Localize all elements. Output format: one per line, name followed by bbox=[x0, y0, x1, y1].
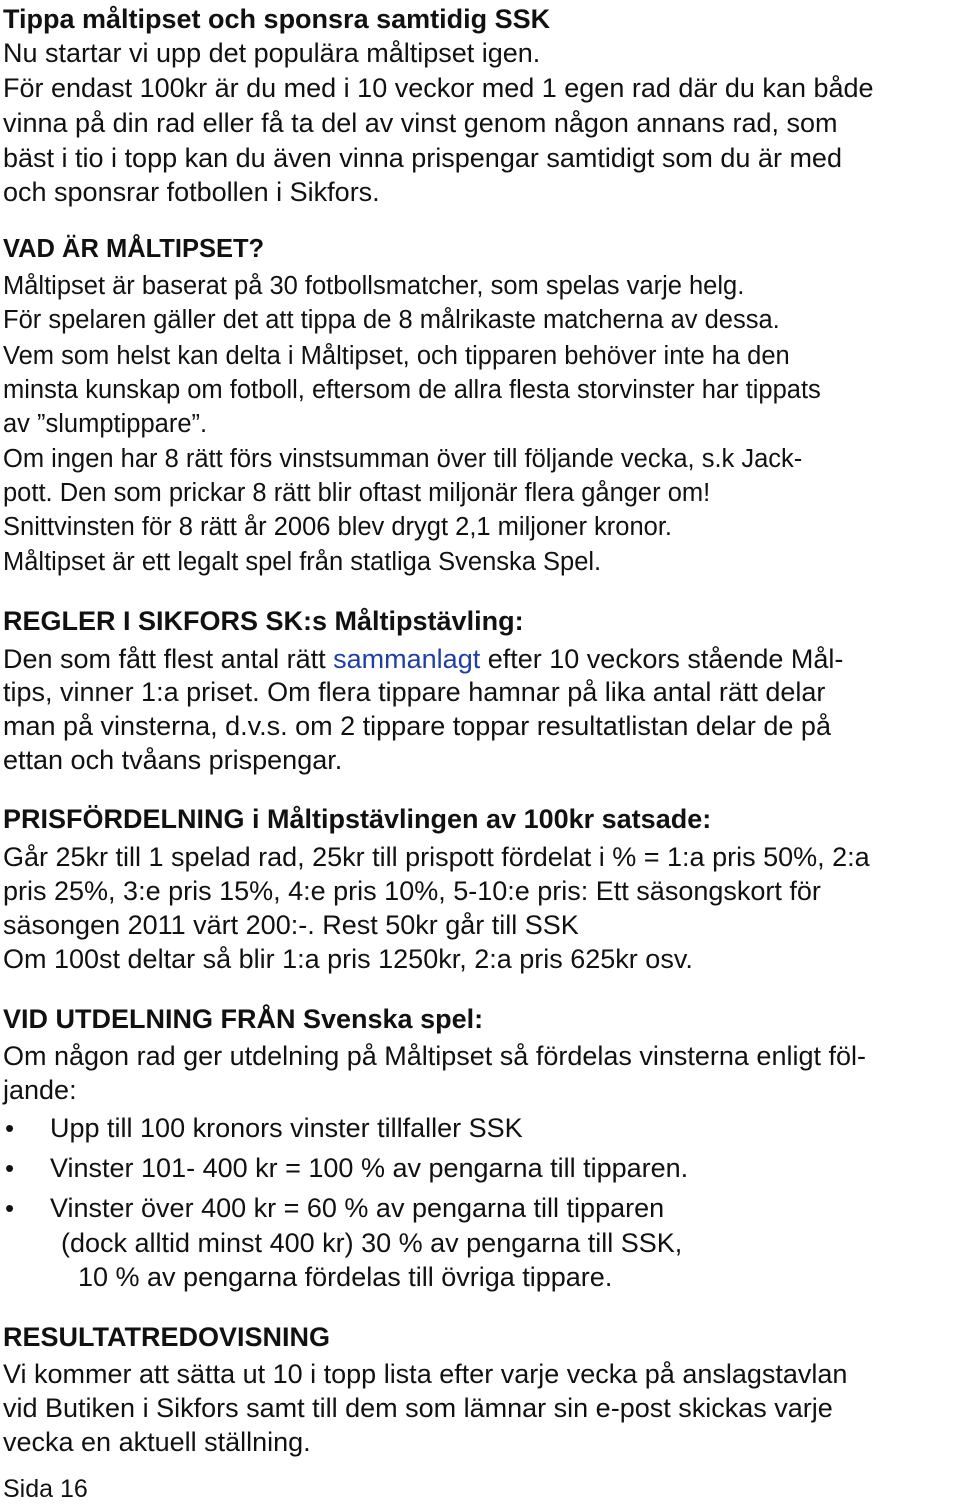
intro-line: bäst i tio i topp kan du även vinna prispengar samtidigt som du är med bbox=[3, 143, 842, 173]
what-line: För spelaren gäller det att tippa de 8 målrikaste matcherna av dessa. bbox=[3, 306, 780, 334]
bullet-item: Upp till 100 kronors vinster tillfaller SSK bbox=[50, 1113, 523, 1143]
results-line: Vi kommer att sätta ut 10 i topp lista efter varje vecka på anslagstavlan bbox=[3, 1359, 848, 1389]
results-line: vecka en aktuell ställning. bbox=[3, 1427, 311, 1457]
what-line: Måltipset är ett legalt spel från statliga Svenska Spel. bbox=[3, 548, 602, 576]
what-line: Måltipset är baserat på 30 fotbollsmatcher, som spelas varje helg. bbox=[3, 272, 745, 300]
what-line: pott. Den som prickar 8 rätt blir oftast miljonär flera gånger om! bbox=[3, 479, 711, 507]
rules-text: efter 10 veckors stående Mål- bbox=[480, 644, 844, 674]
payout-heading: VID UTDELNING FRÅN Svenska spel: bbox=[3, 1004, 484, 1034]
page-number: Sida 16 bbox=[3, 1475, 88, 1503]
intro-line: Nu startar vi upp det populära måltipset igen. bbox=[3, 38, 541, 68]
bullet-dot-icon: • bbox=[5, 1193, 15, 1223]
bullet-dot-icon: • bbox=[5, 1153, 15, 1183]
rules-line bbox=[3, 642, 843, 676]
prizes-line: Går 25kr till 1 spelad rad, 25kr till prispott fördelat i % = 1:a pris 50%, 2:a bbox=[3, 842, 870, 872]
rules-text: Den som fått flest antal rätt bbox=[3, 644, 334, 674]
what-heading: VAD ÄR MÅLTIPSET? bbox=[3, 235, 265, 263]
bullet-continuation: (dock alltid minst 400 kr) 30 % av pengarna till SSK, bbox=[61, 1228, 683, 1258]
what-line: av ”slumptippare”. bbox=[3, 410, 208, 438]
what-line: minsta kunskap om fotboll, eftersom de allra flesta storvinster har tippats bbox=[3, 376, 821, 404]
payout-line: Om någon rad ger utdelning på Måltipset så fördelas vinsterna enligt föl- bbox=[3, 1041, 866, 1071]
prizes-line: pris 25%, 3:e pris 15%, 4:e pris 10%, 5-10:e pris: Ett säsongskort för bbox=[3, 876, 821, 906]
what-line: Snittvinsten för 8 rätt år 2006 blev drygt 2,1 miljoner kronor. bbox=[3, 513, 673, 541]
bullet-item: Vinster över 400 kr = 60 % av pengarna till tipparen bbox=[50, 1193, 665, 1223]
intro-line: vinna på din rad eller få ta del av vinst genom någon annans rad, som bbox=[3, 108, 838, 138]
intro-line: För endast 100kr är du med i 10 veckor med 1 egen rad där du kan både bbox=[3, 73, 874, 103]
rules-line: man på vinsterna, d.v.s. om 2 tippare toppar resultatlistan delar de på bbox=[3, 711, 831, 741]
intro-line: och sponsrar fotbollen i Sikfors. bbox=[3, 177, 380, 207]
payout-line: jande: bbox=[3, 1075, 77, 1105]
rules-heading: REGLER I SIKFORS SK:s Måltipstävling: bbox=[3, 606, 524, 636]
prizes-heading: PRISFÖRDELNING i Måltipstävlingen av 100kr satsade: bbox=[3, 804, 712, 834]
intro-heading: Tippa måltipset och sponsra samtidig SSK bbox=[3, 4, 551, 34]
results-heading: RESULTATREDOVISNING bbox=[3, 1322, 331, 1352]
prizes-line: Om 100st deltar så blir 1:a pris 1250kr, 2:a pris 625kr osv. bbox=[3, 944, 693, 974]
results-line: vid Butiken i Sikfors samt till dem som lämnar sin e-post skickas varje bbox=[3, 1393, 833, 1423]
what-line: Vem som helst kan delta i Måltipset, och tipparen behöver inte ha den bbox=[3, 342, 790, 370]
prizes-line: säsongen 2011 värt 200:-. Rest 50kr går till SSK bbox=[3, 910, 579, 940]
rules-line: ettan och tvåans prispengar. bbox=[3, 745, 343, 775]
bullet-dot-icon: • bbox=[5, 1113, 15, 1143]
bullet-item: Vinster 101- 400 kr = 100 % av pengarna till tipparen. bbox=[50, 1153, 689, 1183]
bullet-continuation: 10 % av pengarna fördelas till övriga tippare. bbox=[78, 1262, 613, 1292]
what-line: Om ingen har 8 rätt förs vinstsumman över till följande vecka, s.k Jack- bbox=[3, 445, 803, 473]
rules-highlight: sammanlagt bbox=[333, 644, 481, 674]
rules-line: tips, vinner 1:a priset. Om flera tippare hamnar på lika antal rätt delar bbox=[3, 677, 826, 707]
